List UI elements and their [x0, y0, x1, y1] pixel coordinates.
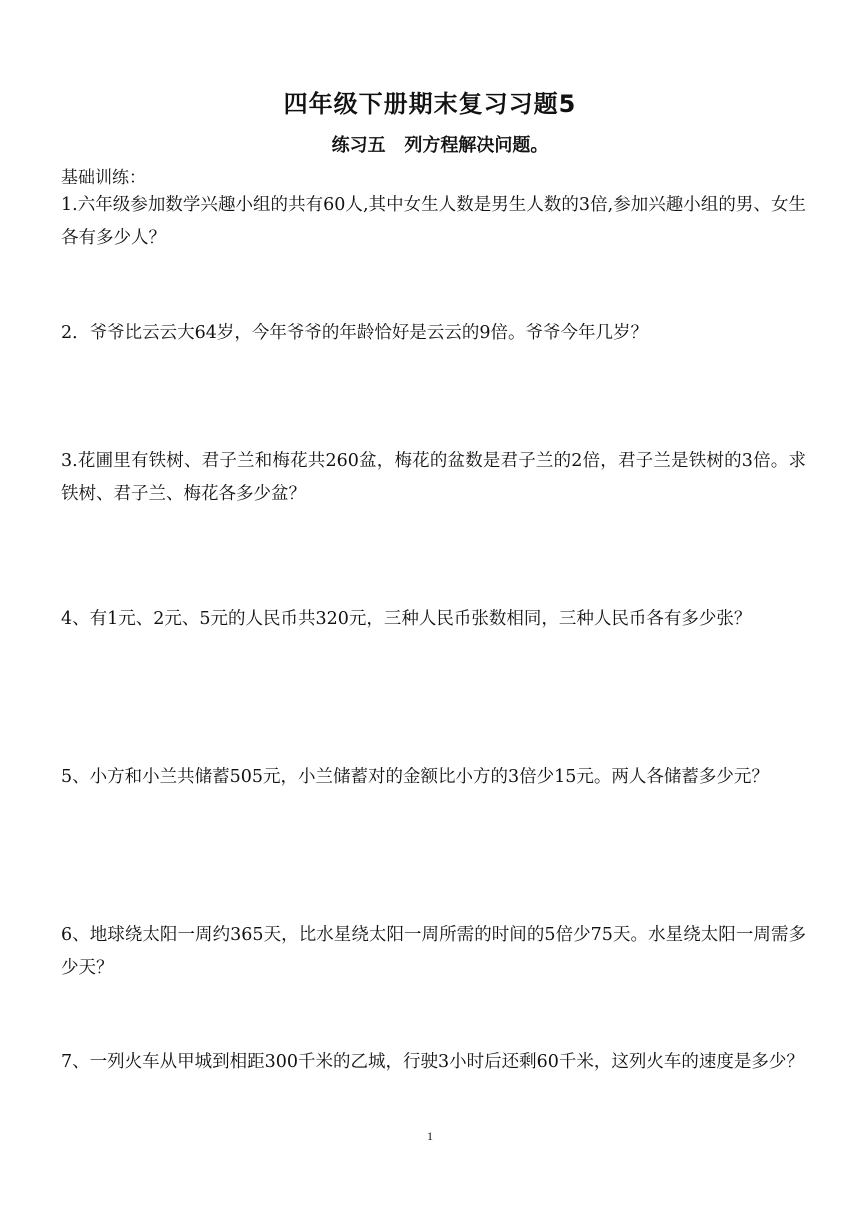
- question-3: 3.花圃里有铁树、君子兰和梅花共260盆，梅花的盆数是君子兰的2倍，君子兰是铁树的3倍。求铁树、君子兰、梅花各多少盆？: [61, 451, 806, 504]
- page-subtitle: 练习五 列方程解决问题。: [331, 135, 549, 156]
- page-number: 1: [427, 1129, 433, 1143]
- question-2: 2．爷爷比云云大64岁，今年爷爷的年龄恰好是云云的9倍。爷爷今年几岁？: [61, 323, 649, 343]
- section-label: 基础训练：: [61, 168, 146, 188]
- page-title: 四年级下册期末复习习题5: [283, 90, 577, 118]
- question-4: 4、有1元、2元、5元的人民币共320元，三种人民币张数相同，三种人民币各有多少张？: [61, 609, 752, 629]
- question-5: 5、小方和小兰共储蓄505元，小兰储蓄对的金额比小方的3倍少15元。两人各储蓄多少元？: [61, 767, 769, 787]
- question-1: 1.六年级参加数学兴趣小组的共有60人,其中女生人数是男生人数的3倍,参加兴趣小组的男、女生各有多少人？: [61, 195, 806, 248]
- question-6: 6、地球绕太阳一周约365天，比水星绕太阳一周所需的时间的5倍少75天。水星绕太阳一周需多少天？: [61, 925, 806, 978]
- question-7: 7、一列火车从甲城到相距300千米的乙城，行驶3小时后还剩60千米，这列火车的速度是多少？: [61, 1052, 804, 1072]
